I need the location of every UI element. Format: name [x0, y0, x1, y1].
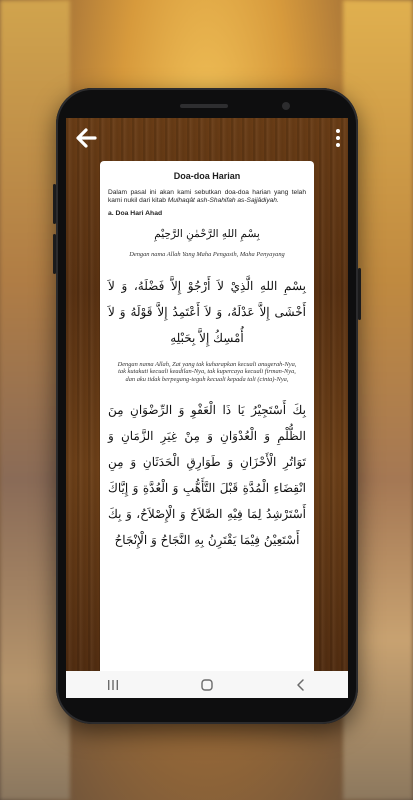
- basmala-translation: Dengan nama Allah Yang Maha Pengasih, Maha Penyayang: [129, 251, 285, 258]
- content-card: [100, 161, 314, 671]
- home-circle-icon[interactable]: [192, 675, 222, 695]
- prayer-arabic-1: بِسْمِ اللهِ الَّذِيْ لاَ أَرْجُوْ إِلاَّ فَضْلَهُ، وَ لاَ أَخْشَى إِلاَّ عَدْلَهُ، وَ لاَ أَعْتَمِدُ إِلاَّ قَوْلَهُ وَ لاَ أُمْسِكُ إِلاَّ بِحَبْلِهِ: [108, 278, 306, 345]
- basmala-arabic: بِسْمِ اللهِ الرَّحْمٰنِ الرَّحِيْمِ: [154, 228, 260, 240]
- arrow-left-icon[interactable]: [72, 126, 100, 150]
- prayer-arabic-2: بِكَ أَسْتَجِيْرُ يَا ذَا الْعَفْوِ وَ الرِّضْوَانِ مِنَ الظُّلْمِ وَ الْعُدْوَانِ وَ مِنْ غِيَرِ الزَّمَانِ وَ تَوَاتُرِ الْأَحْزَانِ وَ طَوَارِقِ الْحَدَثَانِ وَ مِنِ انْقِضَاءِ الْمُدَّةِ قَبْلَ التَّأَهُّبِ وَ الْعُدَّةِ وَ إِيَّاكَ أَسْتَرْشِدُ لِمَا فِيْهِ الصَّلاَحُ وَ الْإِصْلاَحُ، وَ بِكَ أَسْتَعِيْنُ فِيْمَا يَقْتَرِنُ بِهِ النَّجَاحُ وَ الْإِنْجَاحُ: [108, 403, 306, 548]
- volume-button-2: [53, 234, 56, 274]
- more-vertical-icon[interactable]: [332, 126, 344, 150]
- speaker-grille: [180, 104, 228, 108]
- volume-button: [53, 184, 56, 224]
- power-button: [358, 268, 361, 320]
- app-screen: [66, 118, 348, 698]
- front-camera: [282, 102, 290, 110]
- recents-icon[interactable]: [98, 675, 128, 695]
- phone-frame: [56, 88, 358, 724]
- intro-paragraph: [108, 189, 306, 205]
- page-title: Doa-doa Harian: [173, 171, 241, 181]
- intro-text: Dalam pasal ini akan kami sebutkan doa-doa harian yang telah kami nukil dari kitab: [108, 189, 306, 204]
- intro-book-title: Mulhaqât ash-Shahifah as-Sajjâdiyah.: [167, 197, 279, 204]
- nav-back-icon[interactable]: [286, 675, 316, 695]
- app-bar: [66, 118, 348, 158]
- section-heading: a. Doa Hari Ahad: [108, 210, 163, 217]
- system-navigation-bar: [66, 671, 348, 698]
- prayer-translation-1: Dengan nama Allah, Zat yang tak kuharapkan kecuali anugerah-Nya, tak kutakuti kecuali keadilan-Nya, tak kupercaya kecuali firman-Nya, dan aku tidak berpegang-teguh kecuali kepada tali (cinta)-Nya,: [117, 360, 297, 383]
